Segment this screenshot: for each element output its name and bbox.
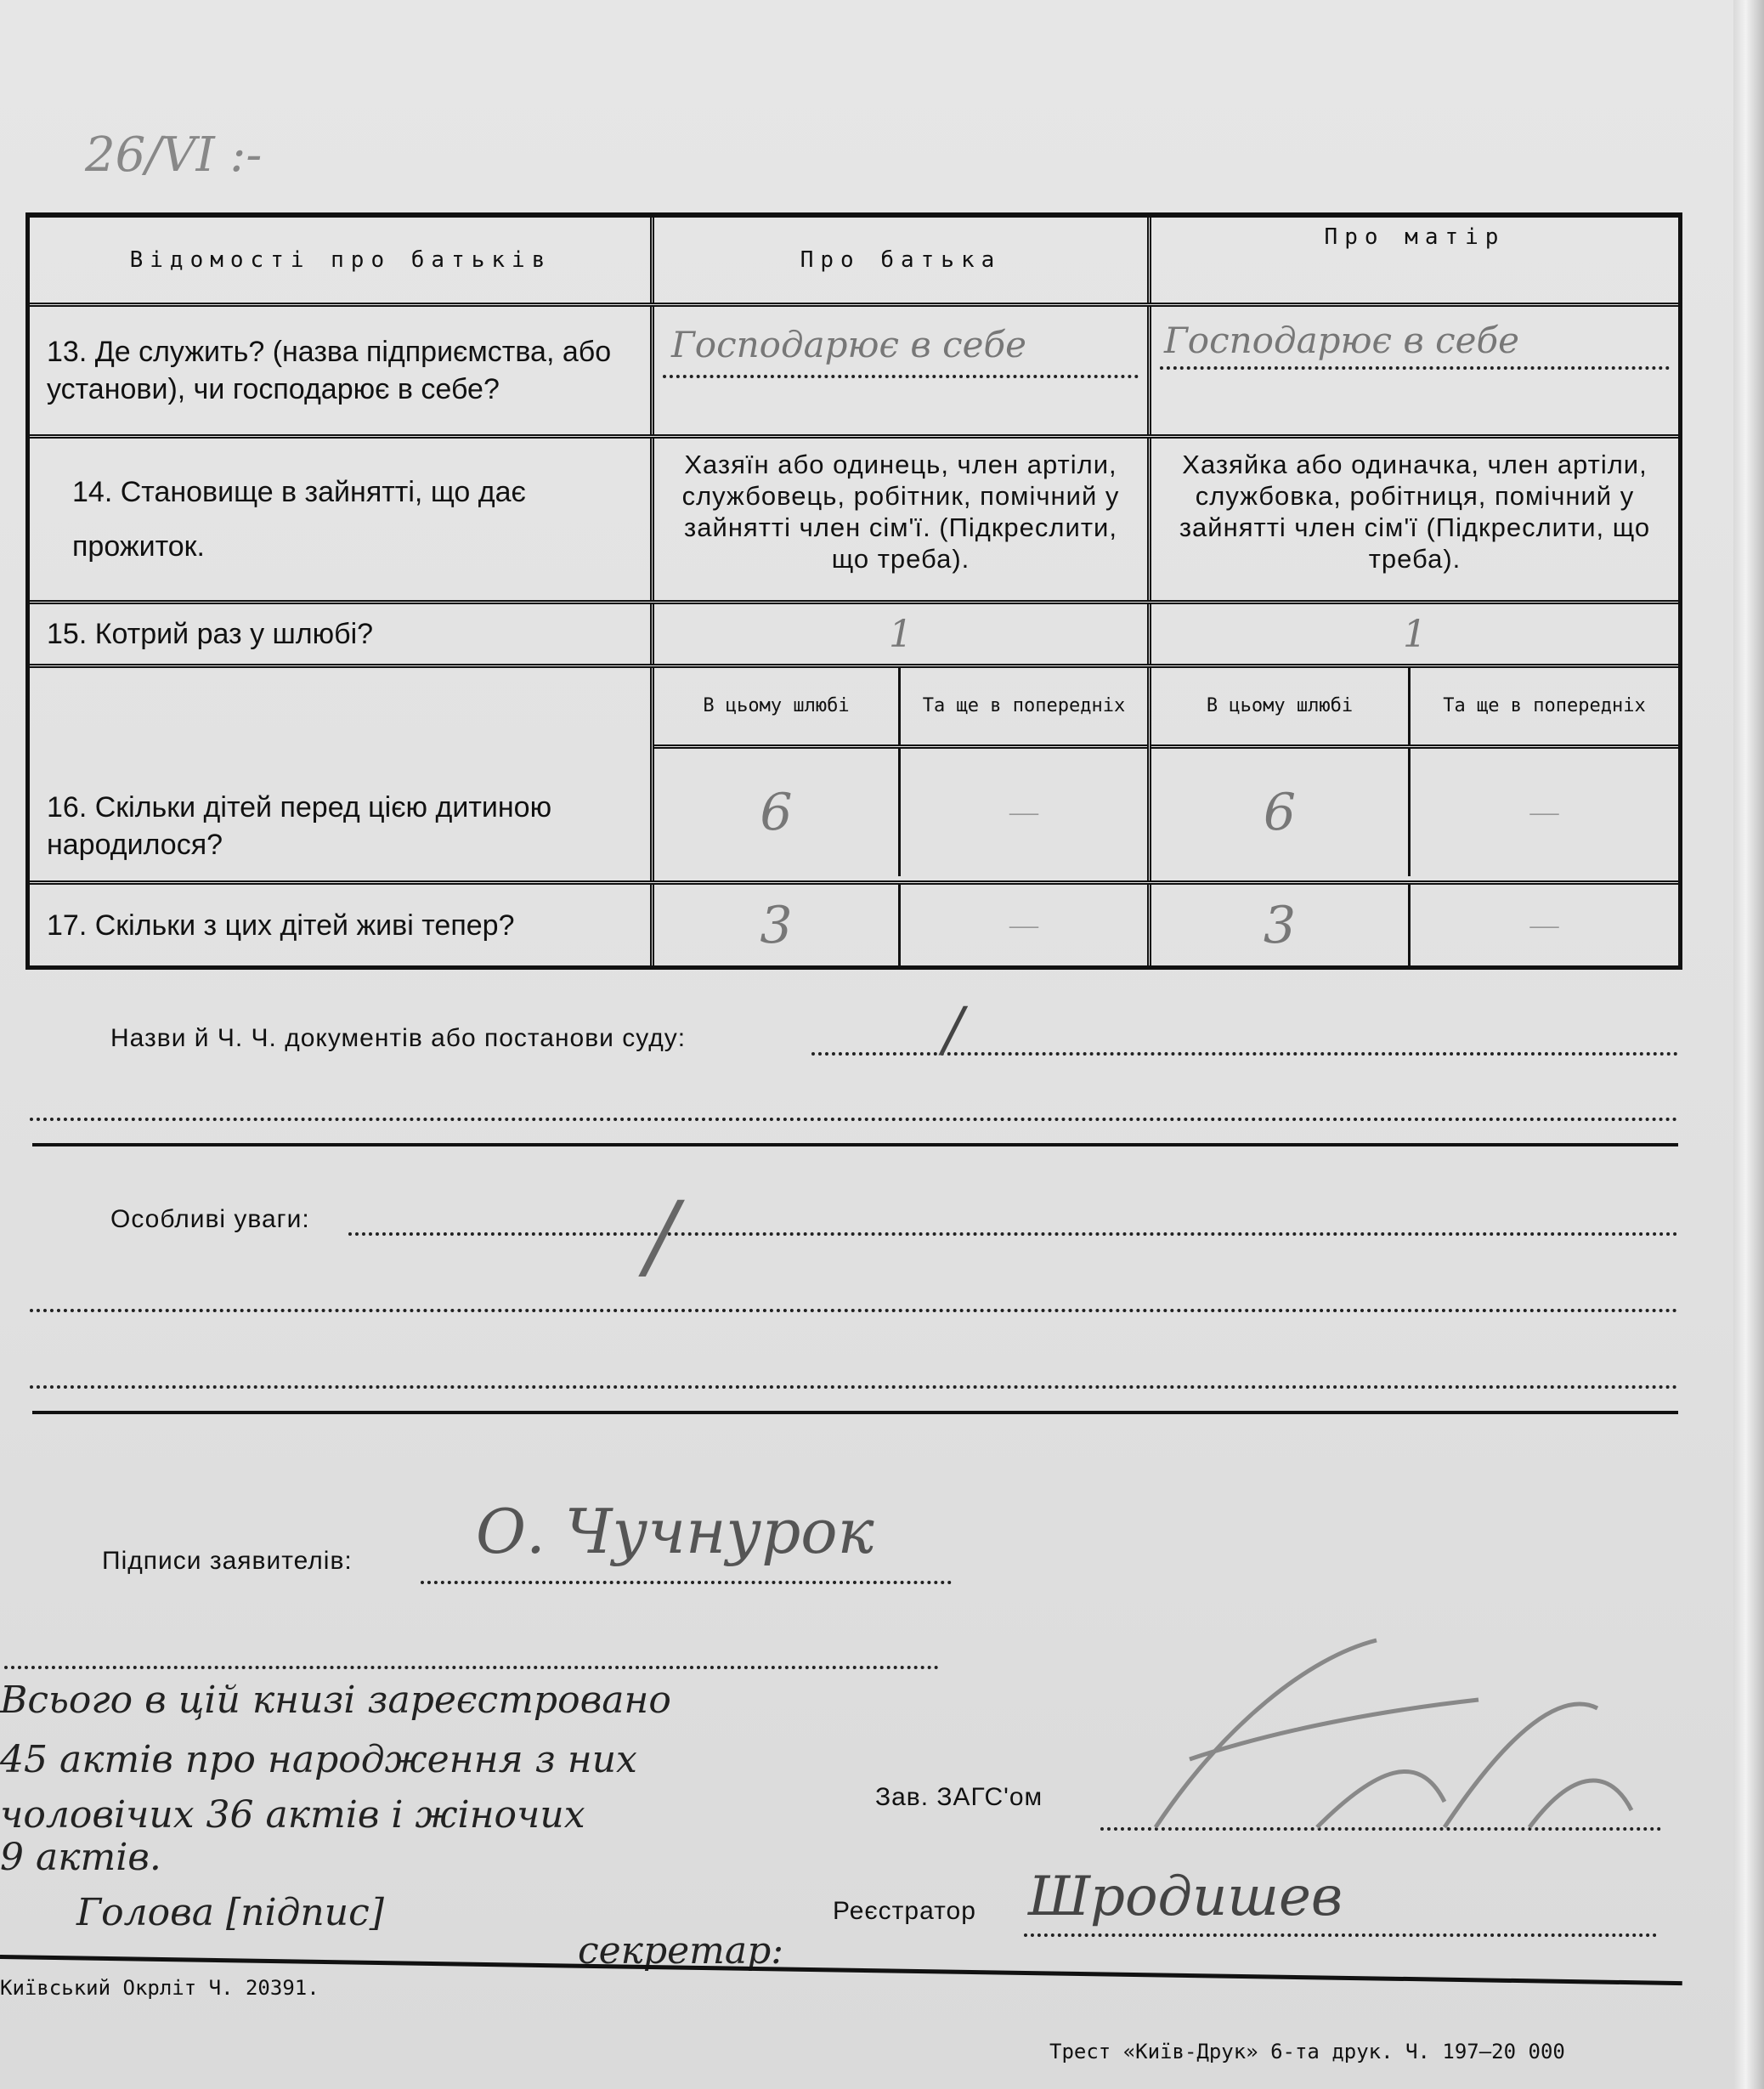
notes-line-1 xyxy=(348,1232,1678,1236)
father-this-marriage-header: В цьому шлюбі xyxy=(703,695,850,716)
father-children-born-this: 6 xyxy=(760,783,793,842)
registrar-label: Реєстратор xyxy=(833,1897,976,1925)
handwritten-top-note: 26/VI :- xyxy=(85,127,263,183)
father-previous-header: Та ще в попередніх xyxy=(922,695,1126,716)
table-row-17 xyxy=(30,885,1678,965)
notes-value: / xyxy=(646,1181,678,1290)
father-marriage-count: 1 xyxy=(889,612,913,656)
mother-previous-header: Та ще в попередніх xyxy=(1443,695,1646,716)
documents-line-1 xyxy=(811,1052,1678,1056)
documents-line-2 xyxy=(30,1118,1678,1121)
summary-line-4: 9 актів. xyxy=(0,1836,161,1879)
mother-marriage-count: 1 xyxy=(1403,612,1427,656)
footer-left-imprint: Київський Окрліт Ч. 20391. xyxy=(0,1976,319,2000)
notes-line-3 xyxy=(30,1385,1678,1389)
section-divider xyxy=(32,1143,1678,1146)
question-14: 14. Становище в зайнятті, що дає прожиток. xyxy=(72,476,526,563)
mother-workplace-line xyxy=(1160,366,1670,370)
table-row-13 xyxy=(30,307,1678,439)
mother-this-marriage-header: В цьому шлюбі xyxy=(1206,695,1354,716)
mother-children-born-this: 6 xyxy=(1263,783,1297,842)
mother-children-born-prev: — xyxy=(1529,796,1559,828)
father-occupation-options: Хазяїн або одинець, член артіли, службовець, робітник, помічний у зайнятті член сім'ї. (Підкреслити, що треба). xyxy=(654,439,1151,600)
table-row-15 xyxy=(30,604,1678,668)
father-children-born-prev: — xyxy=(1009,796,1038,828)
registrar-signature-line xyxy=(1024,1933,1657,1937)
signatures-line xyxy=(421,1581,952,1584)
head-of-registry-label: Зав. ЗАГС'ом xyxy=(875,1783,1043,1811)
notes-line-2 xyxy=(30,1309,1678,1312)
signatures-line-2 xyxy=(4,1666,939,1669)
mother-occupation-options: Хазяйка або одиначка, член артіли, службовка, робітниця, помічний у зайнятті член сім'ї (Підкреслити, що треба). xyxy=(1179,450,1651,574)
father-children-alive-this: 3 xyxy=(760,895,793,955)
parents-info-table xyxy=(25,212,1682,970)
mother-children-alive-prev: — xyxy=(1529,909,1559,941)
mother-children-alive-this: 3 xyxy=(1263,895,1297,955)
table-row-16 xyxy=(30,668,1678,885)
registrar-signature: Шродишев xyxy=(1028,1865,1343,1928)
notes-label: Особливі уваги: xyxy=(110,1205,310,1233)
header-label: Відомості про батьків xyxy=(129,247,552,273)
footer-right-imprint: Трест «Київ-Друк» 6-та друк. Ч. 197—20 000 xyxy=(1049,2040,1565,2064)
summary-line-3: чоловічих 36 актів і жіночих xyxy=(0,1793,585,1837)
header-father: Про батька xyxy=(800,247,1002,273)
summary-chair-signature: Голова [підпис] xyxy=(76,1891,384,1934)
question-16: 16. Скільки дітей перед цією дитиною народилося? xyxy=(47,791,552,861)
father-workplace-line xyxy=(663,375,1139,378)
page-edge xyxy=(1733,0,1764,2089)
documents-value: / xyxy=(943,994,964,1064)
question-17: 17. Скільки з цих дітей живі тепер? xyxy=(47,909,515,942)
table-header-row xyxy=(30,218,1678,307)
question-13: 13. Де служить? (назва підприємства, або установи), чи господарює в себе? xyxy=(47,336,612,405)
summary-line-2: 45 актів про народження з них xyxy=(0,1738,637,1781)
documents-label: Назви й Ч. Ч. документів або постанови суду: xyxy=(110,1024,687,1052)
summary-secretary: секретар: xyxy=(578,1929,784,1973)
applicant-signature: О. Чучнурок xyxy=(476,1496,874,1567)
signatures-label: Підписи заявителів: xyxy=(102,1547,353,1575)
head-signature-scribble xyxy=(1122,1623,1665,1853)
table-row-14 xyxy=(30,439,1678,604)
father-workplace-value: Господарює в себе xyxy=(671,324,1027,365)
summary-line-1: Всього в цій книзі зареєстровано xyxy=(0,1679,671,1722)
header-mother: Про матір xyxy=(1324,224,1506,250)
father-children-alive-prev: — xyxy=(1009,909,1038,941)
section-divider-2 xyxy=(32,1411,1678,1414)
question-15: 15. Котрий раз у шлюбі? xyxy=(47,618,374,650)
mother-workplace-value: Господарює в себе xyxy=(1164,320,1520,361)
